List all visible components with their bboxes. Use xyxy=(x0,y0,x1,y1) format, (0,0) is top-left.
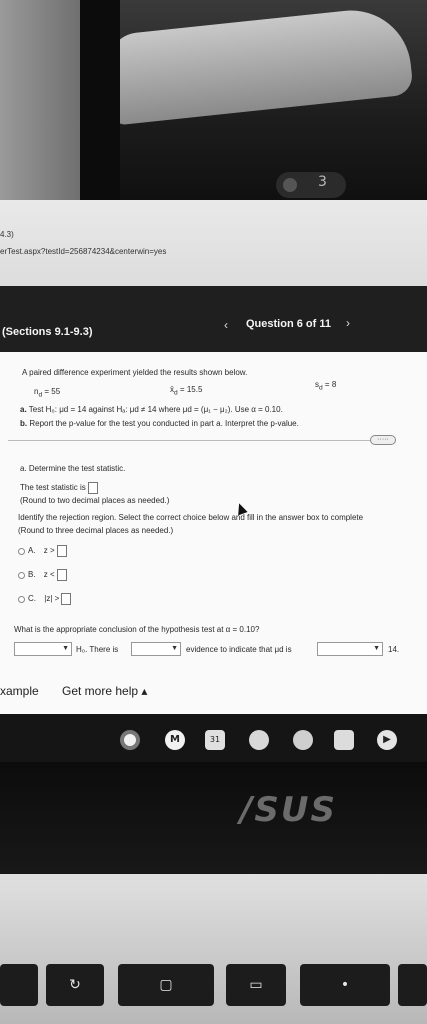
refresh-key-icon[interactable]: ↻ xyxy=(46,964,104,1006)
option-a-input[interactable] xyxy=(57,545,67,557)
key[interactable] xyxy=(398,964,427,1006)
h0-decision-select[interactable] xyxy=(14,642,72,656)
chrome-icon[interactable] xyxy=(120,730,140,750)
chevron-down-icon: ▼ xyxy=(62,645,69,652)
webcam-mark: 3 xyxy=(318,174,327,190)
evidence-text: evidence to indicate that μd is xyxy=(186,645,292,654)
browser-address-area xyxy=(0,200,427,290)
chevron-down-icon: ▼ xyxy=(373,645,380,652)
sample-mean: $x̄_d = 15.5$ xyxy=(170,385,203,397)
question-counter: Question 6 of 11 xyxy=(246,318,331,330)
brightness-key-icon[interactable]: • xyxy=(300,964,390,1006)
rejection-prompt: Identify the rejection region. Select the correct choice below and fill in the answer box to complete xyxy=(18,513,364,522)
option-c-radio[interactable] xyxy=(18,596,25,603)
brand-logo: /SUS xyxy=(240,790,338,830)
direction-select[interactable] xyxy=(317,642,383,656)
sample-sd: $s_d = 8$ xyxy=(315,380,337,392)
os-shelf xyxy=(0,714,427,762)
h0-text: H₀. There is xyxy=(76,645,119,654)
part-b: b. Report the p-value for the test you conducted in part a. Interpret the p-value. xyxy=(20,419,299,428)
fullscreen-key-icon[interactable]: ▢ xyxy=(118,964,214,1006)
page-footer xyxy=(0,674,427,714)
question-header xyxy=(0,286,427,352)
address-bar-url[interactable]: erTest.aspx?testId=256874234&centerwin=yes xyxy=(0,247,167,256)
chair xyxy=(106,5,414,126)
background-photo xyxy=(0,0,427,200)
next-question-button[interactable]: › xyxy=(346,316,350,330)
files-icon[interactable] xyxy=(249,730,269,750)
chevron-down-icon: ▼ xyxy=(171,645,178,652)
part-a: a. Test H₀: μd = 14 against Hₐ: μd ≠ 14 where μd = (μ₁ − μ₂). Use α = 0.10. xyxy=(20,405,283,414)
webcam-lens xyxy=(283,178,297,192)
laptop-bezel xyxy=(0,762,427,874)
option-c-input[interactable] xyxy=(61,593,71,605)
get-more-help-button[interactable]: Get more help ▴ xyxy=(62,684,148,698)
step-a-heading: a. Determine the test statistic. xyxy=(20,464,126,473)
gmail-icon[interactable]: M xyxy=(165,730,185,750)
sections-title: (Sections 9.1-9.3) xyxy=(2,326,93,338)
play-icon[interactable]: ▶ xyxy=(377,730,397,750)
key[interactable] xyxy=(0,964,38,1006)
chat-icon[interactable] xyxy=(293,730,313,750)
sample-size: $n_d = 55$ xyxy=(34,387,61,399)
calendar-icon[interactable]: 31 xyxy=(205,730,225,750)
keyboard-deck xyxy=(0,874,427,1024)
expand-button[interactable]: ····· xyxy=(370,435,396,445)
meet-icon[interactable] xyxy=(334,730,354,750)
chair-leg xyxy=(80,0,120,200)
conclusion-question: What is the appropriate conclusion of the hypothesis test at α = 0.10? xyxy=(14,625,260,634)
wall xyxy=(0,0,90,200)
test-statistic-input[interactable] xyxy=(88,482,98,494)
option-b-radio[interactable] xyxy=(18,572,25,579)
round-two-note: (Round to two decimal places as needed.) xyxy=(20,496,170,505)
tail-value: 14. xyxy=(388,645,400,654)
previous-question-button[interactable]: ‹ xyxy=(224,318,228,332)
option-a[interactable]: A. z > xyxy=(18,545,67,557)
option-c[interactable]: C. |z| > xyxy=(18,593,71,605)
option-a-radio[interactable] xyxy=(18,548,25,555)
option-b-input[interactable] xyxy=(57,569,67,581)
test-statistic-row: The test statistic is xyxy=(20,482,98,494)
zoom-text: 4.3) xyxy=(0,230,14,239)
problem-intro: A paired difference experiment yielded the results shown below. xyxy=(22,368,248,377)
section-divider xyxy=(8,440,396,441)
view-example-link[interactable]: xample xyxy=(0,684,39,698)
option-b[interactable]: B. z < xyxy=(18,569,67,581)
evidence-select[interactable] xyxy=(131,642,181,656)
overview-key-icon[interactable]: ▭ xyxy=(226,964,286,1006)
round-three-note: (Round to three decimal places as needed.) xyxy=(18,526,174,535)
